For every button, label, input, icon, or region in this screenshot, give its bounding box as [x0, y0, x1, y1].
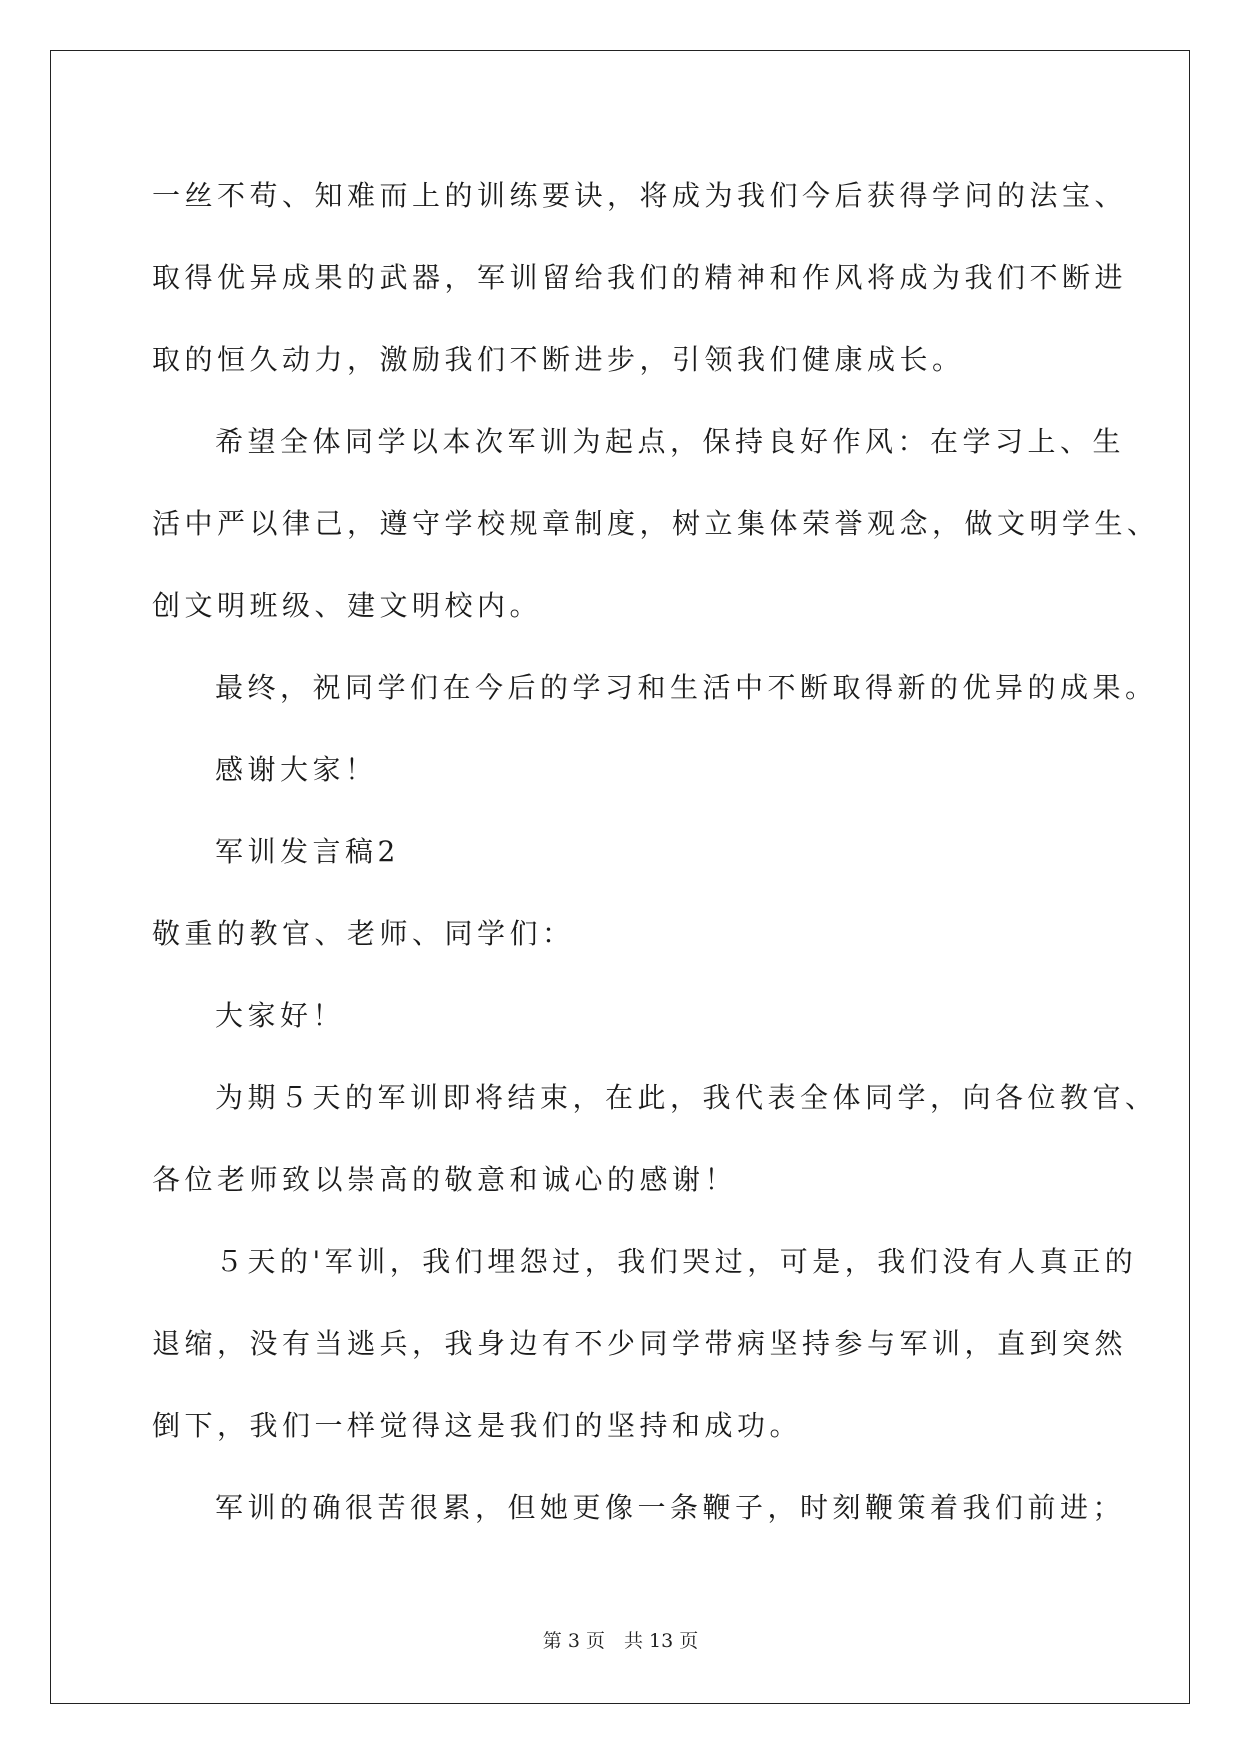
paragraph-start: 最终，祝同学们在今后的学习和生活中不断取得新的优异的成果。 [215, 671, 1158, 704]
text-line: 各位老师致以崇高的敬意和诚心的感谢！ [152, 1163, 738, 1196]
text-line: 活中严以律己，遵守学校规章制度，树立集体荣誉观念，做文明学生、 [152, 507, 1160, 540]
paragraph-start: 希望全体同学以本次军训为起点，保持良好作风：在学习上、生 [215, 425, 1126, 458]
document-body [152, 155, 1160, 1549]
text-line: 一丝不苟、知难而上的训练要诀，将成为我们今后获得学问的法宝、 [152, 179, 1128, 212]
greeting: 大家好！ [215, 999, 346, 1032]
text-line: 取的恒久动力，激励我们不断进步，引领我们健康成长。 [152, 343, 965, 376]
paragraph-start: ５天的'军训，我们埋怨过，我们哭过，可是，我们没有人真正的 [215, 1245, 1138, 1278]
paragraph-start: 军训的确很苦很累，但她更像一条鞭子，时刻鞭策着我们前进； [215, 1491, 1126, 1524]
salutation: 敬重的教官、老师、同学们： [152, 917, 575, 950]
text-line: 创文明班级、建文明校内。 [152, 589, 543, 622]
page-number: 第 3 页 共 13 页 [542, 1630, 699, 1652]
paragraph-start: 感谢大家！ [215, 753, 378, 786]
text-line: 取得优异成果的武器，军训留给我们的精神和作风将成为我们不断进 [152, 261, 1128, 294]
text-line: 退缩，没有当逃兵，我身边有不少同学带病坚持参与军训，直到突然 [152, 1327, 1128, 1360]
text-line: 倒下，我们一样觉得这是我们的坚持和成功。 [152, 1409, 803, 1442]
page-footer [0, 1626, 1241, 1653]
paragraph-start: 为期５天的军训即将结束，在此，我代表全体同学，向各位教官、 [215, 1081, 1158, 1114]
section-title: 军训发言稿2 [215, 835, 400, 868]
